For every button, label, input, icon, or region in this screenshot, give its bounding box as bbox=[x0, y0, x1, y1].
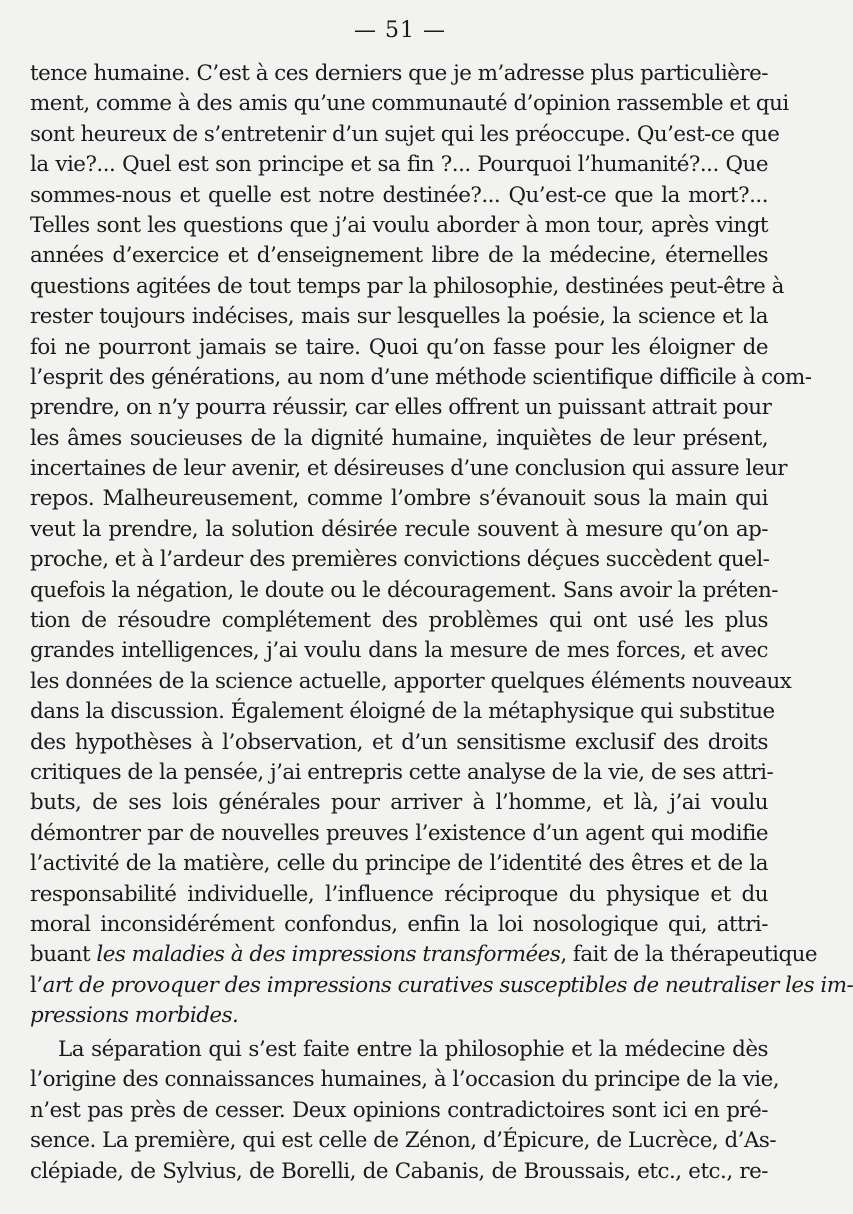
text-line: n’est pas près de cesser. Deux opinions contradictoires sont ici en pré- bbox=[30, 1097, 768, 1123]
text-line: prendre, on n’y pourra réussir, car elles offrent un puissant attrait pour bbox=[30, 395, 772, 421]
text-segment: , fait de la thérapeutique bbox=[560, 942, 818, 968]
italic-phrase: art de provoquer des impressions curatives susceptibles de neutraliser les im- bbox=[42, 972, 853, 998]
text-line: veut la prendre, la solution désirée recule souvent à mesure qu’on ap- bbox=[30, 516, 768, 542]
text-line: moral inconsidérément confondus, enfin la loi nosologique qui, attri- bbox=[30, 911, 768, 937]
text-line: proche, et à l’ardeur des premières convictions déçues succèdent quel- bbox=[30, 547, 770, 573]
text-line: repos. Malheureusement, comme l’ombre s’évanouit sous la main qui bbox=[30, 486, 768, 512]
text-line-mixed bbox=[30, 940, 818, 970]
text-line: l’origine des connaissances humaines, à l’occasion du principe de la vie, bbox=[30, 1067, 780, 1093]
paragraph-2 bbox=[30, 1035, 780, 1187]
text-line: tion de résoudre complétement des problèmes qui ont usé les plus bbox=[30, 608, 768, 634]
text-line: quefois la négation, le doute ou le découragement. Sans avoir la préten- bbox=[30, 577, 778, 603]
text-line: grandes intelligences, j’ai voulu dans la mesure de mes forces, et avec bbox=[30, 638, 768, 664]
text-line: incertaines de leur avenir, et désireuses d’une conclusion qui assure leur bbox=[30, 456, 788, 482]
text-line: critiques de la pensée, j’ai entrepris cette analyse de la vie, de ses attri- bbox=[30, 759, 774, 785]
text-line: sommes-nous et quelle est notre destinée?... Qu’est-ce que la mort?... bbox=[30, 182, 768, 208]
text-line: sence. La première, qui est celle de Zénon, d’Épicure, de Lucrèce, d’As- bbox=[30, 1128, 777, 1154]
text-line: dans la discussion. Également éloigné de la métaphysique qui substitue bbox=[30, 699, 775, 725]
text-line: responsabilité individuelle, l’influence réciproque du physique et du bbox=[30, 881, 768, 907]
text-line: années d’exercice et d’enseignement libre de la médecine, éternelles bbox=[30, 243, 768, 269]
italic-phrase: les maladies à des impressions transformées bbox=[96, 942, 561, 968]
text-line: buts, de ses lois générales pour arriver à l’homme, et là, j’ai voulu bbox=[30, 790, 768, 816]
text-line-italic: pressions morbides. bbox=[30, 1003, 239, 1029]
text-line: ment, comme à des amis qu’une communauté d’opinion rassemble et qui bbox=[30, 91, 789, 117]
text-segment: l’ bbox=[30, 972, 43, 998]
text-line: l’esprit des générations, au nom d’une méthode scientifique difficile à com- bbox=[30, 364, 812, 390]
paragraph-1 bbox=[30, 59, 853, 1032]
text-line: la vie?... Quel est son principe et sa fin ?... Pourquoi l’humanité?... Que bbox=[30, 152, 768, 178]
text-line: Telles sont les questions que j’ai voulu aborder à mon tour, après vingt bbox=[30, 212, 768, 238]
text-line: rester toujours indécises, mais sur lesquelles la poésie, la science et la bbox=[30, 304, 768, 330]
page-number: — 51 — bbox=[354, 18, 446, 43]
text-line: les données de la science actuelle, apporter quelques éléments nouveaux bbox=[30, 668, 792, 694]
text-line: les âmes soucieuses de la dignité humaine, inquiètes de leur présent, bbox=[30, 425, 768, 451]
text-line: tence humaine. C’est à ces derniers que je m’adresse plus particulière- bbox=[30, 61, 768, 86]
text-line: clépiade, de Sylvius, de Borelli, de Cabanis, de Broussais, etc., etc., re- bbox=[30, 1158, 768, 1184]
text-segment: buant bbox=[30, 942, 97, 968]
text-line: foi ne pourront jamais se taire. Quoi qu’on fasse pour les éloigner de bbox=[30, 334, 768, 360]
text-line: l’activité de la matière, celle du principe de l’identité des êtres et de la bbox=[30, 851, 768, 877]
text-line: sont heureux de s’entretenir d’un sujet qui les préoccupe. Qu’est-ce que bbox=[30, 121, 780, 147]
text-line-mixed bbox=[30, 971, 853, 1001]
text-line: des hypothèses à l’observation, et d’un sensitisme exclusif des droits bbox=[30, 729, 768, 755]
text-line: La séparation qui s’est faite entre la philosophie et la médecine dès bbox=[58, 1037, 768, 1062]
text-line: questions agitées de tout temps par la philosophie, destinées peut-être à bbox=[30, 273, 784, 299]
text-line: démontrer par de nouvelles preuves l’existence d’un agent qui modifie bbox=[30, 820, 768, 846]
